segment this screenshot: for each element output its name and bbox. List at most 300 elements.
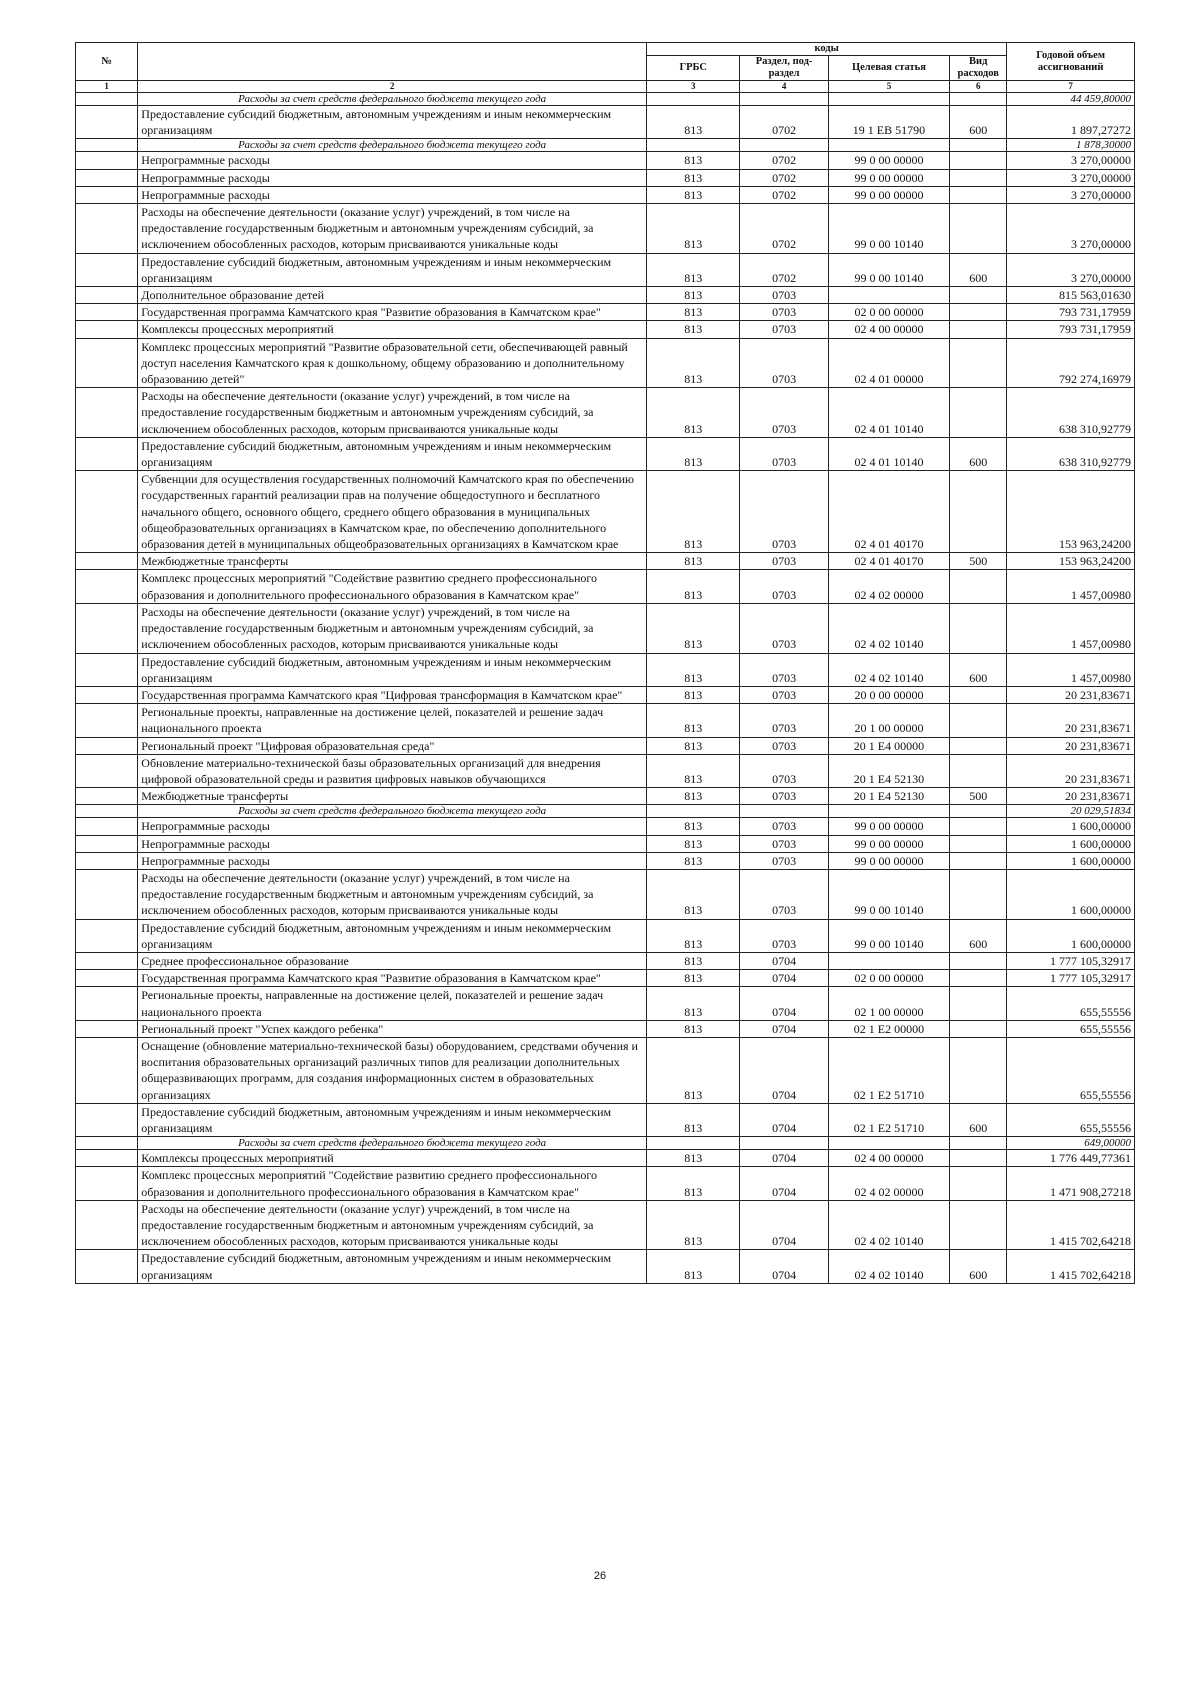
table-row xyxy=(76,704,1135,737)
cell-target-article xyxy=(828,139,949,152)
cell-razdel: 0704 xyxy=(740,952,828,969)
cell-razdel: 0703 xyxy=(740,338,828,388)
cell-name: Государственная программа Камчатского края "Развитие образования в Камчатском крае" xyxy=(138,970,647,987)
cell-razdel: 0703 xyxy=(740,553,828,570)
cell-grbs: 813 xyxy=(647,1150,740,1167)
cell-razdel: 0703 xyxy=(740,686,828,703)
table-row xyxy=(76,287,1135,304)
budget-sheet xyxy=(75,42,1135,1284)
cell-grbs: 813 xyxy=(647,869,740,919)
column-index: 7 xyxy=(1007,81,1135,93)
cell-name: Расходы на обеспечение деятельности (оказание услуг) учреждений, в том числе на предоставление государственным бюджетным и автономным учреждениям субсидий, за исключением обособленных расходов, которым присваиваются уникальные коды xyxy=(138,204,647,254)
cell-amount: 655,55556 xyxy=(1007,1020,1135,1037)
cell-name: Расходы за счет средств федерального бюджета текущего года xyxy=(138,1137,647,1150)
cell-name: Непрограммные расходы xyxy=(138,835,647,852)
cell-razdel: 0702 xyxy=(740,106,828,139)
cell-amount: 655,55556 xyxy=(1007,1103,1135,1136)
cell-name: Предоставление субсидий бюджетным, автономным учреждениям и иным некоммерческим организациям xyxy=(138,437,647,470)
cell-amount: 153 963,24200 xyxy=(1007,553,1135,570)
cell-number xyxy=(76,471,138,553)
cell-grbs: 813 xyxy=(647,919,740,952)
cell-name: Межбюджетные трансферты xyxy=(138,553,647,570)
cell-amount: 1 415 702,64218 xyxy=(1007,1200,1135,1250)
cell-target-article: 02 4 02 00000 xyxy=(828,570,949,603)
cell-amount: 815 563,01630 xyxy=(1007,287,1135,304)
cell-amount: 3 270,00000 xyxy=(1007,204,1135,254)
cell-expense-type: 600 xyxy=(950,653,1007,686)
cell-expense-type xyxy=(950,1167,1007,1200)
cell-number xyxy=(76,1020,138,1037)
cell-number xyxy=(76,93,138,106)
cell-amount: 649,00000 xyxy=(1007,1137,1135,1150)
column-index: 1 xyxy=(76,81,138,93)
cell-amount: 20 231,83671 xyxy=(1007,737,1135,754)
cell-amount: 153 963,24200 xyxy=(1007,471,1135,553)
cell-number xyxy=(76,1037,138,1103)
cell-name: Региональные проекты, направленные на достижение целей, показателей и решение задач национального проекта xyxy=(138,704,647,737)
federal-budget-row xyxy=(76,93,1135,106)
cell-name: Предоставление субсидий бюджетным, автономным учреждениям и иным некоммерческим организациям xyxy=(138,106,647,139)
table-row xyxy=(76,1167,1135,1200)
cell-expense-type xyxy=(950,304,1007,321)
table-row xyxy=(76,987,1135,1020)
cell-expense-type xyxy=(950,970,1007,987)
table-row xyxy=(76,737,1135,754)
cell-expense-type xyxy=(950,152,1007,169)
cell-grbs: 813 xyxy=(647,686,740,703)
cell-number xyxy=(76,321,138,338)
cell-name: Оснащение (обновление материально-технической базы) оборудованием, средствами обучения и воспитания образовательных организаций различных типов для реализации дополнительных общеразвивающих программ, для создания информационных систем в образовательных организациях xyxy=(138,1037,647,1103)
cell-razdel: 0702 xyxy=(740,169,828,186)
cell-expense-type xyxy=(950,704,1007,737)
table-header xyxy=(76,43,1135,93)
cell-number xyxy=(76,1103,138,1136)
cell-number xyxy=(76,952,138,969)
cell-razdel: 0704 xyxy=(740,987,828,1020)
cell-number xyxy=(76,186,138,203)
cell-number xyxy=(76,919,138,952)
cell-grbs: 813 xyxy=(647,106,740,139)
cell-grbs: 813 xyxy=(647,653,740,686)
cell-name: Комплексы процессных мероприятий xyxy=(138,1150,647,1167)
cell-target-article: 02 1 E2 51710 xyxy=(828,1037,949,1103)
cell-razdel: 0704 xyxy=(740,970,828,987)
cell-amount: 1 457,00980 xyxy=(1007,603,1135,653)
cell-name: Региональный проект "Цифровая образовательная среда" xyxy=(138,737,647,754)
table-row xyxy=(76,653,1135,686)
cell-number xyxy=(76,1250,138,1283)
table-row xyxy=(76,1020,1135,1037)
cell-number xyxy=(76,253,138,286)
cell-name: Государственная программа Камчатского края "Цифровая трансформация в Камчатском крае" xyxy=(138,686,647,703)
cell-expense-type xyxy=(950,388,1007,438)
cell-amount: 3 270,00000 xyxy=(1007,152,1135,169)
table-row xyxy=(76,388,1135,438)
cell-razdel: 0702 xyxy=(740,186,828,203)
cell-number xyxy=(76,970,138,987)
column-index: 6 xyxy=(950,81,1007,93)
cell-name: Непрограммные расходы xyxy=(138,186,647,203)
cell-number xyxy=(76,987,138,1020)
table-row xyxy=(76,754,1135,787)
cell-target-article: 02 0 00 00000 xyxy=(828,970,949,987)
cell-expense-type xyxy=(950,987,1007,1020)
cell-target-article: 99 0 00 10140 xyxy=(828,204,949,254)
cell-name: Дополнительное образование детей xyxy=(138,287,647,304)
cell-name: Среднее профессиональное образование xyxy=(138,952,647,969)
cell-target-article: 99 0 00 00000 xyxy=(828,169,949,186)
cell-target-article: 02 4 02 10140 xyxy=(828,653,949,686)
cell-expense-type xyxy=(950,287,1007,304)
cell-grbs: 813 xyxy=(647,603,740,653)
cell-grbs xyxy=(647,93,740,106)
cell-target-article: 02 4 01 40170 xyxy=(828,471,949,553)
cell-name: Комплекс процессных мероприятий "Содействие развитию среднего профессионального образования и дополнительного профессионального образования в Камчатском крае" xyxy=(138,570,647,603)
cell-grbs: 813 xyxy=(647,1020,740,1037)
cell-amount: 793 731,17959 xyxy=(1007,321,1135,338)
cell-target-article: 02 4 00 00000 xyxy=(828,1150,949,1167)
cell-target-article xyxy=(828,805,949,818)
cell-number xyxy=(76,1137,138,1150)
cell-grbs: 813 xyxy=(647,253,740,286)
cell-expense-type xyxy=(950,321,1007,338)
cell-amount: 3 270,00000 xyxy=(1007,186,1135,203)
cell-number xyxy=(76,570,138,603)
cell-name: Расходы за счет средств федерального бюджета текущего года xyxy=(138,93,647,106)
cell-name: Предоставление субсидий бюджетным, автономным учреждениям и иным некоммерческим организациям xyxy=(138,919,647,952)
table-row xyxy=(76,437,1135,470)
table-row xyxy=(76,788,1135,805)
header-expense-type: Вид расходов xyxy=(950,56,1007,81)
cell-expense-type xyxy=(950,952,1007,969)
cell-name: Расходы на обеспечение деятельности (оказание услуг) учреждений, в том числе на предоставление государственным бюджетным и автономным учреждениям субсидий, за исключением обособленных расходов, которым присваиваются уникальные коды xyxy=(138,388,647,438)
cell-grbs: 813 xyxy=(647,152,740,169)
cell-amount: 638 310,92779 xyxy=(1007,437,1135,470)
cell-target-article: 02 4 01 10140 xyxy=(828,437,949,470)
table-row xyxy=(76,919,1135,952)
cell-razdel: 0703 xyxy=(740,754,828,787)
cell-expense-type: 600 xyxy=(950,253,1007,286)
table-row xyxy=(76,570,1135,603)
cell-name: Предоставление субсидий бюджетным, автономным учреждениям и иным некоммерческим организациям xyxy=(138,653,647,686)
cell-expense-type xyxy=(950,1020,1007,1037)
cell-number xyxy=(76,437,138,470)
cell-amount: 20 231,83671 xyxy=(1007,754,1135,787)
cell-expense-type xyxy=(950,139,1007,152)
table-row xyxy=(76,952,1135,969)
table-row xyxy=(76,152,1135,169)
table-row xyxy=(76,321,1135,338)
table-row xyxy=(76,603,1135,653)
cell-name: Межбюджетные трансферты xyxy=(138,788,647,805)
cell-target-article: 02 1 00 00000 xyxy=(828,987,949,1020)
cell-number xyxy=(76,287,138,304)
cell-name: Предоставление субсидий бюджетным, автономным учреждениям и иным некоммерческим организациям xyxy=(138,1250,647,1283)
cell-grbs: 813 xyxy=(647,987,740,1020)
cell-name: Государственная программа Камчатского края "Развитие образования в Камчатском крае" xyxy=(138,304,647,321)
cell-amount: 1 777 105,32917 xyxy=(1007,970,1135,987)
cell-amount: 44 459,80000 xyxy=(1007,93,1135,106)
cell-expense-type xyxy=(950,204,1007,254)
cell-name: Расходы на обеспечение деятельности (оказание услуг) учреждений, в том числе на предоставление государственным бюджетным и автономным учреждениям субсидий, за исключением обособленных расходов, которым присваиваются уникальные коды xyxy=(138,603,647,653)
cell-grbs: 813 xyxy=(647,1250,740,1283)
cell-razdel: 0703 xyxy=(740,471,828,553)
cell-number xyxy=(76,204,138,254)
cell-razdel: 0703 xyxy=(740,570,828,603)
cell-target-article: 02 4 02 10140 xyxy=(828,1250,949,1283)
table-row xyxy=(76,186,1135,203)
cell-razdel: 0703 xyxy=(740,737,828,754)
cell-target-article: 02 1 E2 00000 xyxy=(828,1020,949,1037)
cell-grbs: 813 xyxy=(647,788,740,805)
cell-name: Расходы за счет средств федерального бюджета текущего года xyxy=(138,139,647,152)
cell-amount: 655,55556 xyxy=(1007,987,1135,1020)
cell-grbs: 813 xyxy=(647,835,740,852)
cell-name: Региональный проект "Успех каждого ребенка" xyxy=(138,1020,647,1037)
cell-amount: 793 731,17959 xyxy=(1007,304,1135,321)
cell-number xyxy=(76,1150,138,1167)
cell-razdel: 0704 xyxy=(740,1250,828,1283)
cell-name: Непрограммные расходы xyxy=(138,852,647,869)
cell-razdel: 0704 xyxy=(740,1020,828,1037)
table-row xyxy=(76,553,1135,570)
cell-expense-type: 600 xyxy=(950,919,1007,952)
cell-target-article xyxy=(828,93,949,106)
cell-razdel: 0703 xyxy=(740,388,828,438)
cell-amount: 3 270,00000 xyxy=(1007,253,1135,286)
cell-target-article: 02 1 E2 51710 xyxy=(828,1103,949,1136)
table-row xyxy=(76,471,1135,553)
cell-expense-type xyxy=(950,570,1007,603)
federal-budget-row xyxy=(76,1137,1135,1150)
column-index: 5 xyxy=(828,81,949,93)
cell-grbs: 813 xyxy=(647,553,740,570)
header-name xyxy=(138,43,647,81)
cell-number xyxy=(76,1167,138,1200)
table-row xyxy=(76,204,1135,254)
cell-razdel: 0704 xyxy=(740,1037,828,1103)
header-codes: коды xyxy=(647,43,1007,56)
cell-amount: 20 231,83671 xyxy=(1007,704,1135,737)
cell-grbs: 813 xyxy=(647,471,740,553)
table-row xyxy=(76,338,1135,388)
cell-razdel: 0704 xyxy=(740,1200,828,1250)
cell-grbs: 813 xyxy=(647,287,740,304)
cell-number xyxy=(76,169,138,186)
cell-name: Предоставление субсидий бюджетным, автономным учреждениям и иным некоммерческим организациям xyxy=(138,1103,647,1136)
cell-grbs: 813 xyxy=(647,952,740,969)
table-row xyxy=(76,835,1135,852)
cell-target-article: 99 0 00 10140 xyxy=(828,869,949,919)
cell-target-article xyxy=(828,952,949,969)
table-row xyxy=(76,818,1135,835)
cell-target-article: 99 0 00 00000 xyxy=(828,818,949,835)
cell-target-article: 20 1 E4 52130 xyxy=(828,788,949,805)
cell-name: Предоставление субсидий бюджетным, автономным учреждениям и иным некоммерческим организациям xyxy=(138,253,647,286)
table-row xyxy=(76,253,1135,286)
cell-name: Непрограммные расходы xyxy=(138,152,647,169)
cell-number xyxy=(76,686,138,703)
cell-expense-type xyxy=(950,169,1007,186)
cell-target-article: 02 4 01 10140 xyxy=(828,388,949,438)
cell-number xyxy=(76,754,138,787)
cell-expense-type xyxy=(950,186,1007,203)
cell-target-article: 02 4 01 00000 xyxy=(828,338,949,388)
cell-expense-type xyxy=(950,1037,1007,1103)
cell-razdel: 0704 xyxy=(740,1167,828,1200)
cell-expense-type: 600 xyxy=(950,106,1007,139)
cell-grbs: 813 xyxy=(647,570,740,603)
cell-razdel: 0703 xyxy=(740,852,828,869)
table-row xyxy=(76,869,1135,919)
cell-amount: 792 274,16979 xyxy=(1007,338,1135,388)
cell-name: Непрограммные расходы xyxy=(138,818,647,835)
cell-name: Непрограммные расходы xyxy=(138,169,647,186)
cell-amount: 3 270,00000 xyxy=(1007,169,1135,186)
header-volume: Годовой объем ассигнований xyxy=(1007,43,1135,81)
cell-grbs: 813 xyxy=(647,818,740,835)
cell-razdel: 0702 xyxy=(740,152,828,169)
cell-razdel xyxy=(740,805,828,818)
cell-number xyxy=(76,304,138,321)
cell-number xyxy=(76,553,138,570)
cell-amount: 1 600,00000 xyxy=(1007,818,1135,835)
cell-amount: 1 457,00980 xyxy=(1007,653,1135,686)
cell-number xyxy=(76,338,138,388)
cell-name: Комплекс процессных мероприятий "Содействие развитию среднего профессионального образования и дополнительного профессионального образования в Камчатском крае" xyxy=(138,1167,647,1200)
cell-expense-type xyxy=(950,471,1007,553)
cell-number xyxy=(76,653,138,686)
cell-grbs: 813 xyxy=(647,970,740,987)
cell-name: Региональные проекты, направленные на достижение целей, показателей и решение задач национального проекта xyxy=(138,987,647,1020)
cell-number xyxy=(76,737,138,754)
cell-expense-type xyxy=(950,603,1007,653)
cell-razdel: 0702 xyxy=(740,253,828,286)
cell-target-article: 99 0 00 00000 xyxy=(828,852,949,869)
cell-number xyxy=(76,704,138,737)
cell-grbs: 813 xyxy=(647,1200,740,1250)
cell-razdel: 0703 xyxy=(740,437,828,470)
cell-target-article xyxy=(828,1137,949,1150)
cell-name: Комплекс процессных мероприятий "Развитие образовательной сети, обеспечивающей равный доступ населения Камчатского края к дошкольному, общему образованию и дополнительному образованию детей" xyxy=(138,338,647,388)
cell-grbs xyxy=(647,805,740,818)
cell-amount: 1 600,00000 xyxy=(1007,919,1135,952)
cell-amount: 1 471 908,27218 xyxy=(1007,1167,1135,1200)
cell-grbs: 813 xyxy=(647,304,740,321)
cell-expense-type xyxy=(950,93,1007,106)
cell-grbs: 813 xyxy=(647,1167,740,1200)
table-row xyxy=(76,169,1135,186)
cell-grbs: 813 xyxy=(647,338,740,388)
cell-grbs: 813 xyxy=(647,186,740,203)
cell-grbs: 813 xyxy=(647,754,740,787)
cell-target-article: 02 4 01 40170 xyxy=(828,553,949,570)
cell-target-article: 20 0 00 00000 xyxy=(828,686,949,703)
cell-razdel: 0704 xyxy=(740,1150,828,1167)
header-number: № xyxy=(76,43,138,81)
cell-target-article: 99 0 00 10140 xyxy=(828,253,949,286)
cell-number xyxy=(76,388,138,438)
cell-expense-type: 500 xyxy=(950,553,1007,570)
cell-razdel: 0703 xyxy=(740,835,828,852)
cell-target-article xyxy=(828,287,949,304)
cell-amount: 20 029,51834 xyxy=(1007,805,1135,818)
cell-razdel: 0703 xyxy=(740,704,828,737)
cell-expense-type xyxy=(950,818,1007,835)
cell-amount: 1 600,00000 xyxy=(1007,835,1135,852)
cell-number xyxy=(76,869,138,919)
table-row xyxy=(76,852,1135,869)
header-razdel: Раздел, под-раздел xyxy=(740,56,828,81)
cell-amount: 1 878,30000 xyxy=(1007,139,1135,152)
cell-expense-type xyxy=(950,852,1007,869)
table-row xyxy=(76,686,1135,703)
cell-expense-type xyxy=(950,754,1007,787)
cell-target-article: 99 0 00 00000 xyxy=(828,835,949,852)
cell-razdel: 0703 xyxy=(740,919,828,952)
cell-grbs: 813 xyxy=(647,1103,740,1136)
cell-expense-type: 500 xyxy=(950,788,1007,805)
cell-grbs: 813 xyxy=(647,169,740,186)
header-target-article: Целевая статья xyxy=(828,56,949,81)
budget-table xyxy=(75,42,1135,1284)
table-row xyxy=(76,1103,1135,1136)
cell-razdel: 0704 xyxy=(740,1103,828,1136)
table-row xyxy=(76,1250,1135,1283)
table-row xyxy=(76,304,1135,321)
cell-razdel: 0703 xyxy=(740,869,828,919)
cell-grbs xyxy=(647,139,740,152)
cell-target-article: 99 0 00 00000 xyxy=(828,152,949,169)
cell-expense-type xyxy=(950,338,1007,388)
cell-expense-type xyxy=(950,1150,1007,1167)
cell-name: Комплексы процессных мероприятий xyxy=(138,321,647,338)
cell-number xyxy=(76,603,138,653)
cell-number xyxy=(76,139,138,152)
table-row xyxy=(76,970,1135,987)
cell-razdel: 0703 xyxy=(740,818,828,835)
column-index-row xyxy=(76,81,1135,93)
cell-razdel: 0703 xyxy=(740,287,828,304)
cell-grbs: 813 xyxy=(647,388,740,438)
cell-target-article: 20 1 E4 00000 xyxy=(828,737,949,754)
column-index: 2 xyxy=(138,81,647,93)
cell-number xyxy=(76,852,138,869)
table-row xyxy=(76,1150,1135,1167)
cell-target-article: 02 4 02 10140 xyxy=(828,1200,949,1250)
cell-expense-type xyxy=(950,686,1007,703)
cell-grbs: 813 xyxy=(647,704,740,737)
cell-target-article: 02 4 02 10140 xyxy=(828,603,949,653)
cell-razdel: 0703 xyxy=(740,603,828,653)
cell-number xyxy=(76,805,138,818)
cell-amount: 20 231,83671 xyxy=(1007,788,1135,805)
cell-target-article: 02 4 00 00000 xyxy=(828,321,949,338)
cell-name: Обновление материально-технической базы образовательных организаций для внедрения цифровой образовательной среды и развития цифровых навыков обучающихся xyxy=(138,754,647,787)
cell-target-article: 99 0 00 00000 xyxy=(828,186,949,203)
federal-budget-row xyxy=(76,805,1135,818)
cell-number xyxy=(76,106,138,139)
cell-amount: 20 231,83671 xyxy=(1007,686,1135,703)
table-row xyxy=(76,1200,1135,1250)
cell-target-article: 99 0 00 10140 xyxy=(828,919,949,952)
cell-grbs: 813 xyxy=(647,204,740,254)
cell-grbs: 813 xyxy=(647,321,740,338)
cell-expense-type xyxy=(950,737,1007,754)
cell-razdel: 0703 xyxy=(740,304,828,321)
cell-razdel xyxy=(740,93,828,106)
cell-target-article: 19 1 EB 51790 xyxy=(828,106,949,139)
